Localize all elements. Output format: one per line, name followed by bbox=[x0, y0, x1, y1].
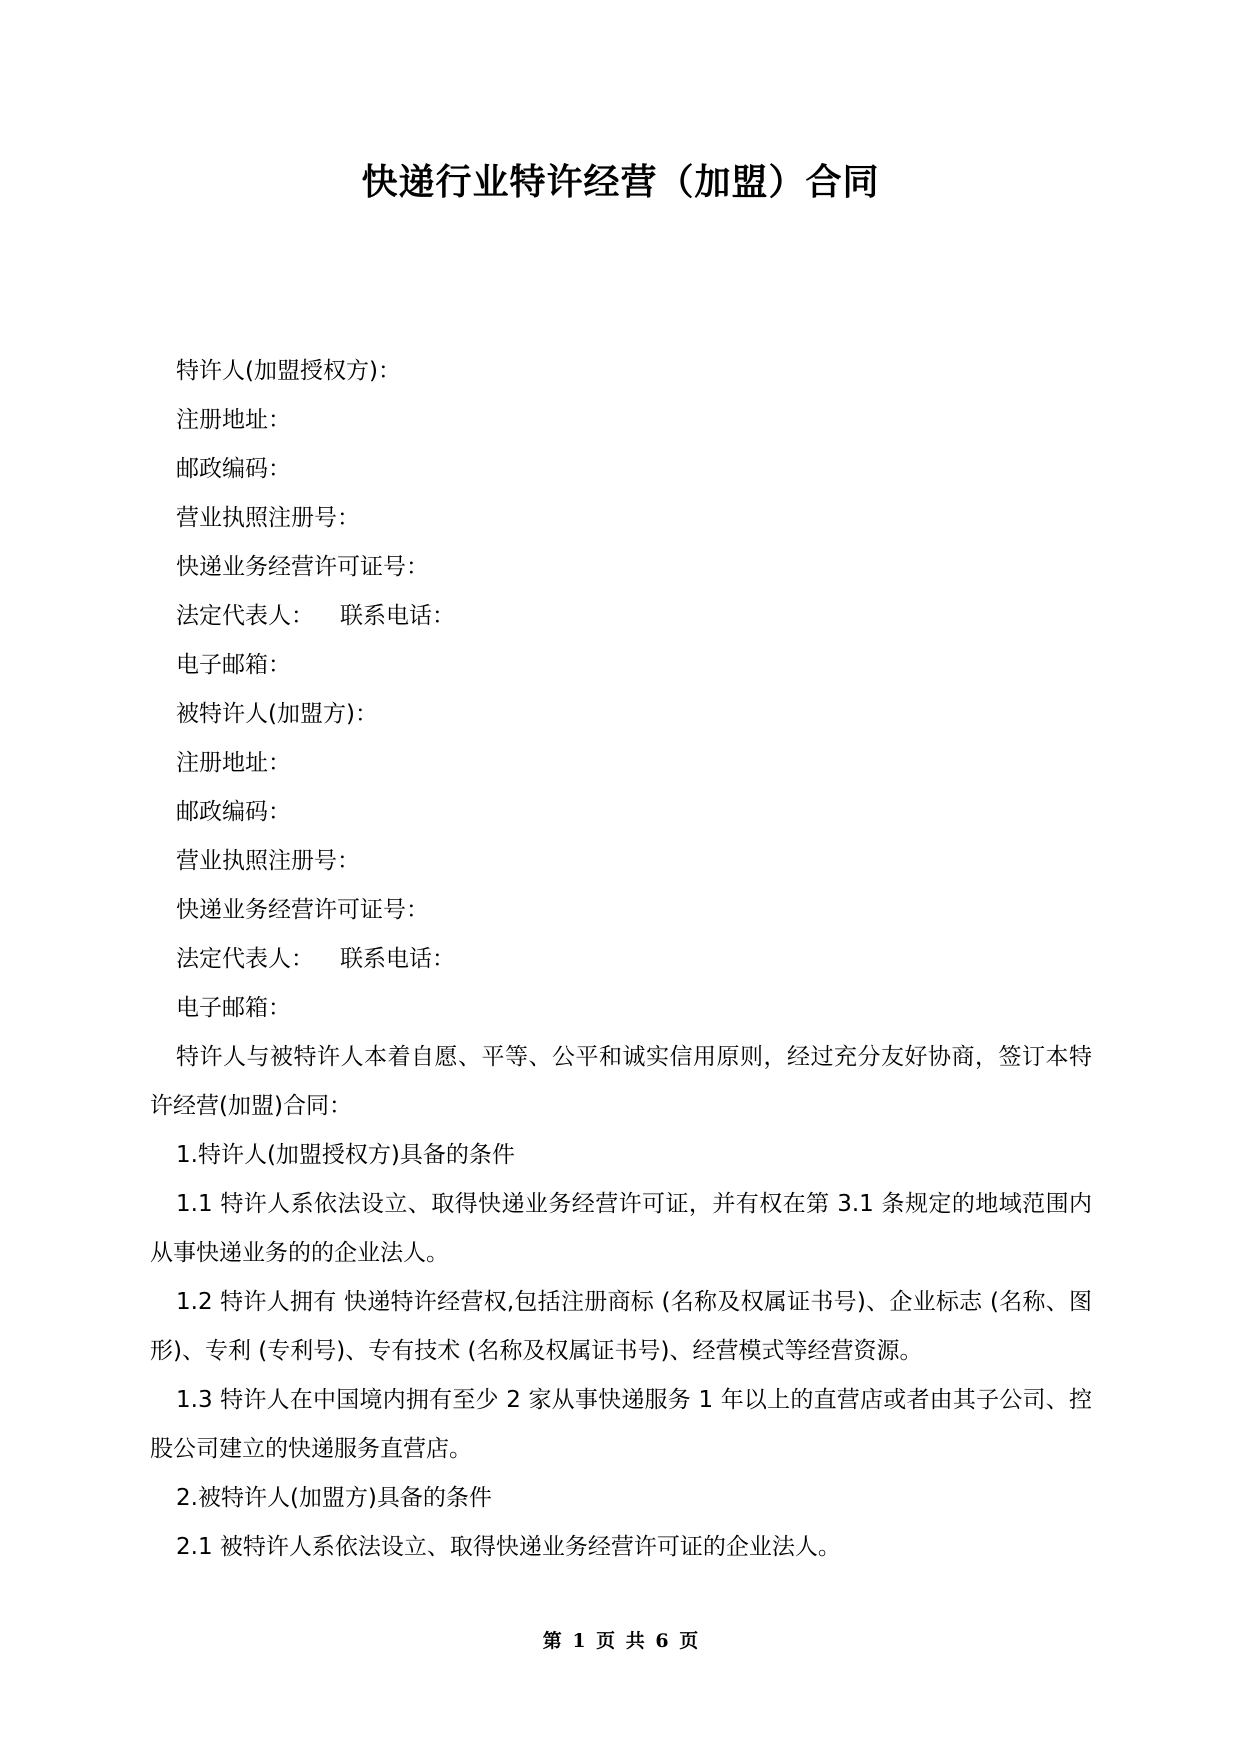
franchisee-postcode: 邮政编码： bbox=[176, 799, 291, 825]
clause-1-2: 1.2 特许人拥有 快递特许经营权,包括注册商标 (名称及权属证书号)、企业标志 (名称、图形)、专利 (专利号)、专有技术 (名称及权属证书号)、经营模式等经营资源。 bbox=[150, 1289, 1092, 1364]
franchisor-express-license: 快递业务经营许可证号： bbox=[176, 554, 429, 580]
franchisor-rep: 法定代表人： bbox=[176, 603, 314, 629]
page-number: 第 1 页 共 6 页 bbox=[542, 1630, 699, 1652]
franchisee-rep-line bbox=[150, 935, 1092, 984]
franchisor-email: 电子邮箱： bbox=[176, 652, 291, 678]
franchisor-license: 营业执照注册号： bbox=[176, 505, 360, 531]
franchisee-license: 营业执照注册号： bbox=[176, 848, 360, 874]
franchisor-address: 注册地址： bbox=[176, 407, 291, 433]
clause-1-1: 1.1 特许人系依法设立、取得快递业务经营许可证，并有权在第 3.1 条规定的地域范围内从事快递业务的的企业法人。 bbox=[150, 1191, 1092, 1266]
document-title: 快递行业特许经营（加盟）合同 bbox=[361, 162, 880, 203]
section2-heading: 2.被特许人(加盟方)具备的条件 bbox=[176, 1485, 492, 1511]
intro-paragraph: 特许人与被特许人本着自愿、平等、公平和诚实信用原则，经过充分友好协商，签订本特许经营(加盟)合同： bbox=[150, 1044, 1092, 1119]
franchisee-express-license: 快递业务经营许可证号： bbox=[176, 897, 429, 923]
franchisee-rep: 法定代表人： bbox=[176, 946, 314, 972]
franchisee-phone: 联系电话： bbox=[340, 946, 455, 972]
franchisor-postcode: 邮政编码： bbox=[176, 456, 291, 482]
franchisee-label: 被特许人(加盟方)： bbox=[176, 701, 378, 727]
franchisor-rep-line bbox=[150, 592, 1092, 641]
franchisor-phone: 联系电话： bbox=[340, 603, 455, 629]
franchisee-address: 注册地址： bbox=[176, 750, 291, 776]
clause-1-3: 1.3 特许人在中国境内拥有至少 2 家从事快递服务 1 年以上的直营店或者由其子公司、控股公司建立的快递服务直营店。 bbox=[150, 1387, 1092, 1462]
franchisee-email: 电子邮箱： bbox=[176, 995, 291, 1021]
franchisor-label: 特许人(加盟授权方)： bbox=[176, 358, 401, 384]
document-body bbox=[150, 347, 1092, 1572]
section1-heading: 1.特许人(加盟授权方)具备的条件 bbox=[176, 1142, 515, 1168]
clause-2-1: 2.1 被特许人系依法设立、取得快递业务经营许可证的企业法人。 bbox=[176, 1534, 841, 1560]
